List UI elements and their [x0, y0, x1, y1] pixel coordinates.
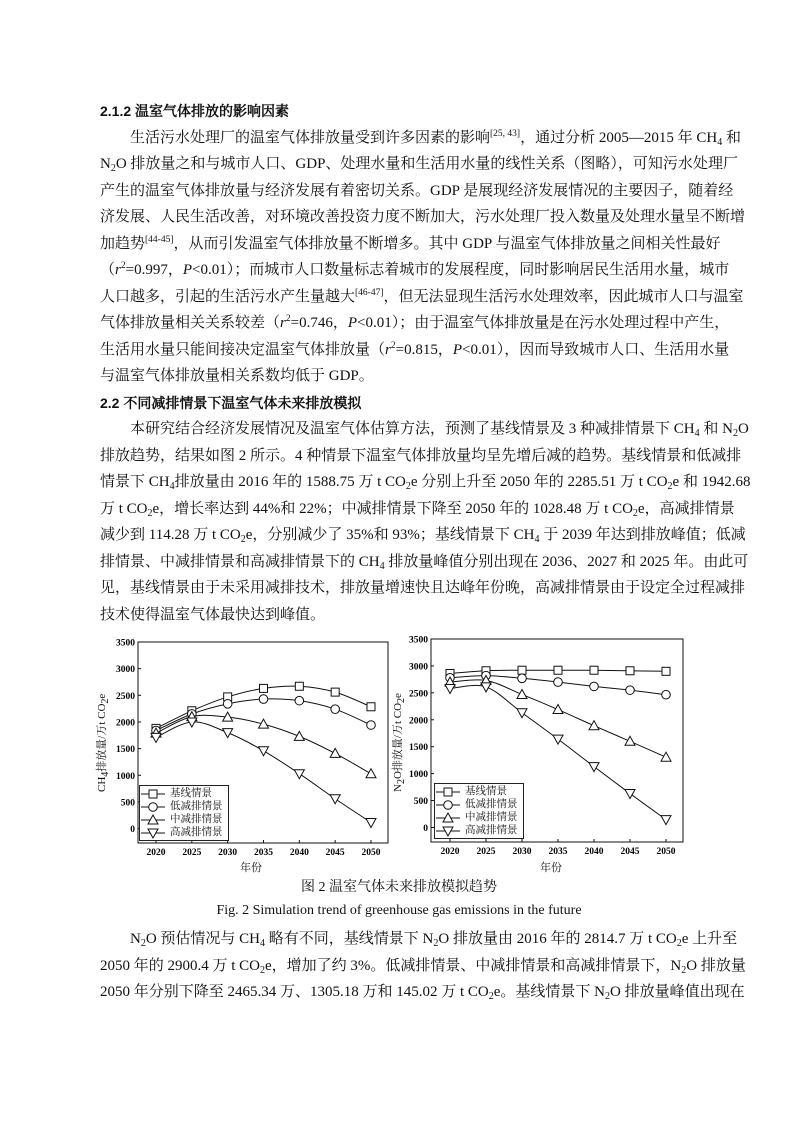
data-point — [518, 666, 526, 674]
text-run: 气体排放量相关关系较差（ — [100, 315, 281, 331]
text-line — [100, 125, 741, 152]
data-point — [589, 763, 599, 772]
text-run: O 排放量 — [686, 957, 746, 974]
x-axis-label: 年份 — [240, 862, 262, 874]
subscript: 2 — [240, 534, 246, 545]
data-point — [223, 700, 232, 709]
x-tick-label: 2030 — [218, 848, 238, 858]
data-point — [259, 747, 269, 756]
data-point — [223, 729, 233, 738]
y-tick-label: 1500 — [116, 745, 135, 756]
subscript: 2 — [260, 964, 266, 976]
legend-item — [140, 787, 223, 800]
text-run: 生活用水量只能间接决定温室气体排放量（ — [100, 341, 386, 358]
text-run: 产生的温室气体排放量与经济发展有着密切关系。GDP 是展现经济发展情况的主要因子，随着经 — [100, 182, 734, 199]
figure-caption-en: Fig. 2 Simulation trend of greenhouse gas emissions in the future — [216, 903, 582, 918]
legend-label: 中减排情景 — [465, 812, 518, 823]
text-run: O排放量/万t CO — [392, 702, 404, 780]
legend-marker-circle — [140, 801, 166, 813]
text-run: 排情景、中减排情景和高减排情景下的 CH — [100, 553, 380, 570]
text-run: 济发展、人民生活改善，对环境改善投资力度不断加大，污水处理厂投入数量及处理水量呈不断增 — [100, 209, 746, 225]
italic-symbol: r — [385, 341, 391, 358]
text-run: 排放趋势，结果如图 2 所示。4 种情景下温室气体排放量均呈先增后减的趋势。基线情景和低减排 — [100, 447, 742, 464]
x-tick-label: 2040 — [289, 848, 309, 858]
subscript: 4 — [169, 481, 175, 492]
text-run: e，增加了约 3%。低减排情景、中减排情景和高减排情景下，N — [265, 957, 682, 974]
x-tick-label: 2050 — [361, 848, 381, 858]
subscript: 2 — [732, 428, 738, 439]
data-point — [294, 770, 304, 779]
text-run: 排放量峰值分别出现在 2036、2027 和 2025 年。由此可 — [384, 553, 749, 570]
text-run: 2050 年的 2900.4 万 t CO — [100, 957, 261, 974]
data-point — [366, 819, 376, 828]
text-run: 生活污水处理厂的温室气体排放量受到许多因素的影响 — [130, 129, 491, 146]
legend-marker-triangle-down — [140, 827, 166, 839]
legend-marker-triangle-up — [435, 812, 461, 824]
text-line — [100, 416, 749, 443]
data-point — [589, 721, 599, 730]
text-run: =0.997， — [125, 262, 183, 278]
text-run: 万 t CO — [100, 500, 148, 517]
text-line — [100, 926, 738, 953]
data-point — [295, 682, 303, 690]
citation: [25, 43] — [490, 128, 521, 139]
chart-legend — [434, 783, 524, 839]
data-point — [553, 735, 563, 744]
x-axis-label: 年份 — [540, 862, 562, 874]
subscript: 4 — [379, 560, 385, 572]
figure-caption-cn: 图 2 温室气体未来排放模拟趋势 — [301, 880, 497, 895]
data-point — [553, 705, 563, 714]
text-run: O 排放量由 2016 年的 2814.7 万 t CO — [438, 931, 677, 947]
text-line — [100, 602, 698, 629]
data-point — [151, 733, 161, 742]
subscript: 2 — [676, 938, 682, 949]
subscript: 2 — [147, 507, 153, 519]
superscript: 2 — [285, 314, 291, 324]
data-point — [662, 690, 671, 699]
subscript: 4 — [100, 771, 111, 777]
text-run: e — [96, 693, 108, 699]
text-run: 减少到 114.28 万 t CO — [100, 527, 241, 543]
data-point — [554, 666, 562, 674]
text-run: 于 2039 年达到排放峰值；低减 — [539, 527, 746, 543]
data-point — [330, 748, 340, 757]
x-tick-label: 2020 — [146, 848, 166, 858]
text-run: （ — [100, 262, 116, 278]
data-point — [367, 703, 375, 711]
series-triangle-up — [445, 675, 671, 761]
text-run: O 排放量之和与城市人口、GDP、处理水量和生活用水量的线性关系（图略），可知污水处理厂 — [115, 156, 738, 172]
text-run: <0.01）；由于温室气体排放量是在污水处理过程中产生， — [357, 315, 730, 331]
text-line — [100, 178, 734, 205]
data-point — [366, 769, 376, 778]
x-tick-label: 2045 — [620, 847, 640, 857]
subscript: 2 — [396, 779, 407, 785]
subscript: 2 — [140, 938, 146, 949]
text-run: 情景下 CH — [100, 474, 170, 490]
data-point — [259, 695, 268, 704]
section-heading-2-1-2: 2.1.2 温室气体排放的影响因素 — [100, 103, 290, 119]
italic-symbol: P — [182, 262, 192, 278]
text-line — [100, 310, 730, 337]
italic-symbol: P — [347, 315, 357, 331]
data-point — [662, 667, 670, 675]
text-run: O — [737, 421, 749, 437]
subscript: 2 — [100, 698, 111, 704]
legend-symbol — [149, 802, 158, 811]
legend-marker-square — [140, 788, 166, 800]
y-tick-label: 500 — [120, 798, 135, 809]
x-tick-label: 2040 — [584, 847, 604, 857]
text-line — [100, 549, 749, 576]
text-run: e，增长率达到 44%和 22%；中减排情景下降至 2050 年的 1028.48 万 t CO — [152, 500, 633, 517]
text-run: N — [392, 784, 404, 792]
text-run: 技术使得温室气体最快达到峰值。 — [100, 606, 326, 623]
legend-label: 中减排情景 — [170, 814, 223, 825]
text-run: ，从而引发温室气体排放量不断增多。其中 GDP 与温室气体排放量之间相关性最好 — [173, 235, 721, 252]
x-tick-label: 2050 — [656, 847, 676, 857]
x-tick-label: 2025 — [182, 848, 202, 858]
data-point — [661, 816, 671, 825]
y-tick-label: 1000 — [116, 771, 135, 782]
subscript: 2 — [632, 507, 638, 519]
series-circle — [446, 671, 671, 699]
data-point — [294, 731, 304, 740]
data-point — [330, 795, 340, 804]
x-tick-label: 2020 — [440, 847, 460, 857]
subscript: 2 — [433, 938, 439, 949]
ch4-emission-chart — [95, 630, 395, 875]
series-circle — [152, 695, 376, 735]
legend-marker-square — [435, 786, 461, 798]
y-tick-label: 3500 — [116, 638, 135, 649]
text-run: e 和 1942.68 — [672, 474, 751, 490]
italic-symbol: r — [115, 262, 121, 278]
x-tick-label: 2045 — [325, 848, 345, 858]
subscript: 2 — [488, 991, 494, 1002]
text-run: ，但无法显现生活污水处理效率，因此城市人口与温室 — [383, 288, 744, 305]
text-run: e。基线情景下 N — [493, 984, 606, 1000]
italic-symbol: P — [452, 341, 462, 358]
chart-legend — [139, 785, 229, 841]
text-run: CH — [96, 776, 108, 792]
y-axis-label — [96, 693, 111, 792]
data-point — [625, 790, 635, 799]
text-line — [100, 284, 744, 311]
data-point — [260, 684, 268, 692]
y-tick-label: 500 — [413, 797, 428, 808]
citation: [44-45] — [145, 234, 174, 245]
text-run: e 上升至 — [681, 931, 738, 947]
legend-label: 低减排情景 — [170, 801, 223, 812]
text-run: 加趋势 — [100, 235, 146, 252]
legend-label: 基线情景 — [170, 788, 212, 799]
legend-symbol — [444, 788, 452, 796]
subscript: 2 — [110, 163, 116, 174]
data-point — [626, 686, 635, 695]
x-tick-label: 2030 — [512, 847, 532, 857]
subscript: 4 — [717, 136, 723, 148]
text-run: ，通过分析 2005—2015 年 CH — [520, 129, 718, 146]
subscript: 2 — [405, 481, 411, 492]
text-run: e 分别上升至 2050 年的 2285.51 万 t CO — [410, 474, 668, 490]
legend-label: 基线情景 — [465, 786, 507, 797]
legend-marker-triangle-down — [435, 825, 461, 837]
y-tick-label: 3000 — [116, 665, 135, 676]
y-tick-label: 3500 — [409, 635, 428, 646]
subscript: 4 — [694, 428, 700, 439]
text-run: 2050 年分别下降至 2465.34 万、1305.18 万和 145.02 万 t CO — [100, 984, 489, 1000]
legend-symbol — [444, 800, 453, 809]
text-run: e，分别减少了 35%和 93%；基线情景下 CH — [245, 527, 535, 543]
text-run: 本研究结合经济发展情况及温室气体估算方法，预测了基线情景及 3 种减排情景下 CH — [130, 421, 695, 437]
data-point — [661, 752, 671, 761]
section-heading-2-2: 2.2 不同减排情景下温室气体未来排放模拟 — [100, 394, 362, 411]
n2o-emission-chart — [392, 630, 705, 875]
data-point — [590, 666, 598, 674]
paragraph-influencing-factors — [100, 125, 746, 390]
subscript: 2 — [605, 991, 611, 1002]
series-triangle-up — [151, 712, 376, 778]
subscript: 4 — [534, 534, 540, 545]
legend-marker-circle — [435, 799, 461, 811]
data-point — [331, 705, 340, 714]
data-point — [367, 721, 376, 730]
legend-marker-triangle-up — [140, 814, 166, 826]
text-line — [100, 496, 735, 523]
y-tick-label: 1500 — [409, 743, 428, 754]
text-line — [100, 575, 746, 602]
text-run: e — [392, 693, 404, 698]
text-run: e，高减排情景 — [637, 500, 735, 517]
text-run: 排放量由 2016 年的 1588.75 万 t CO — [174, 474, 406, 490]
y-tick-label: 2000 — [409, 716, 428, 727]
text-run: 排放量/万t CO — [96, 703, 108, 772]
text-run: 略有不同，基线情景下 N — [265, 931, 434, 947]
superscript: 2 — [120, 261, 126, 271]
subscript: 2 — [396, 697, 407, 703]
text-line — [100, 522, 746, 549]
data-point — [517, 709, 527, 718]
y-tick-label: 2000 — [116, 718, 135, 729]
text-run: 和 — [722, 129, 741, 146]
data-point — [331, 688, 339, 696]
data-point — [295, 696, 304, 705]
text-line — [100, 469, 751, 496]
text-line — [100, 231, 721, 258]
legend-item — [435, 798, 518, 811]
subscript: 2 — [681, 964, 687, 976]
text-run: 和 N — [699, 421, 733, 437]
y-axis-label — [392, 693, 407, 792]
subscript: 2 — [667, 481, 673, 492]
data-point — [625, 736, 635, 745]
legend-item — [435, 785, 518, 798]
text-run: N — [100, 156, 111, 172]
legend-item — [435, 811, 518, 824]
paragraph-n2o — [100, 926, 746, 1006]
legend-item — [435, 824, 518, 837]
y-tick-label: 1000 — [409, 770, 428, 781]
legend-symbol — [149, 790, 157, 798]
x-tick-label: 2035 — [548, 847, 568, 857]
data-point — [445, 685, 455, 694]
text-run: 见，基线情景由于未采用减排技术，排放量增速快且达峰年份晚，高减排情景由于设定全过程减排 — [100, 580, 746, 596]
text-line — [100, 151, 738, 178]
data-point — [517, 689, 527, 698]
text-line — [100, 257, 730, 284]
text-run: 人口越多，引起的生活污水产生量越大 — [100, 288, 356, 305]
data-point — [554, 678, 563, 687]
legend-label: 高减排情景 — [170, 827, 223, 838]
y-tick-label: 2500 — [409, 689, 428, 700]
text-run: 与温室气体排放量相关系数均低于 GDP。 — [100, 368, 374, 384]
text-line — [100, 443, 742, 470]
text-line — [100, 204, 746, 231]
data-point — [518, 674, 527, 683]
data-point — [590, 682, 599, 691]
italic-symbol: r — [280, 315, 286, 331]
text-run: <0.01）；而城市人口数量标志着城市的发展程度，同时影响居民生活用水量，城市 — [192, 262, 730, 278]
paragraph-simulation — [100, 416, 751, 628]
legend-item — [140, 813, 223, 826]
legend-label: 低减排情景 — [465, 799, 518, 810]
x-tick-label: 2035 — [254, 848, 273, 858]
legend-label: 高减排情景 — [465, 825, 518, 836]
text-run: =0.746， — [290, 315, 348, 331]
legend-item — [140, 826, 223, 839]
text-run: =0.815， — [395, 341, 453, 358]
y-tick-label: 3000 — [409, 662, 428, 673]
legend-item — [140, 800, 223, 813]
body-section-top — [100, 98, 751, 628]
text-line — [100, 979, 745, 1006]
text-run: O 预估情况与 CH — [145, 931, 261, 947]
y-tick-label: 0 — [423, 823, 428, 834]
superscript: 2 — [390, 340, 396, 351]
body-section-bottom — [100, 876, 746, 1006]
text-run: <0.01），因而导致城市人口、生活用水量 — [462, 341, 730, 358]
x-tick-label: 2025 — [476, 847, 496, 857]
data-point — [481, 683, 491, 692]
text-line — [100, 953, 746, 980]
y-tick-label: 0 — [130, 825, 135, 836]
text-line — [100, 337, 730, 364]
subscript: 4 — [260, 938, 266, 949]
data-point — [626, 667, 634, 675]
text-line — [100, 363, 698, 390]
citation: [46-47] — [355, 287, 384, 298]
y-tick-label: 2500 — [116, 691, 135, 702]
text-run: N — [130, 931, 141, 947]
text-run: O 排放量峰值出现在 — [610, 984, 745, 1000]
